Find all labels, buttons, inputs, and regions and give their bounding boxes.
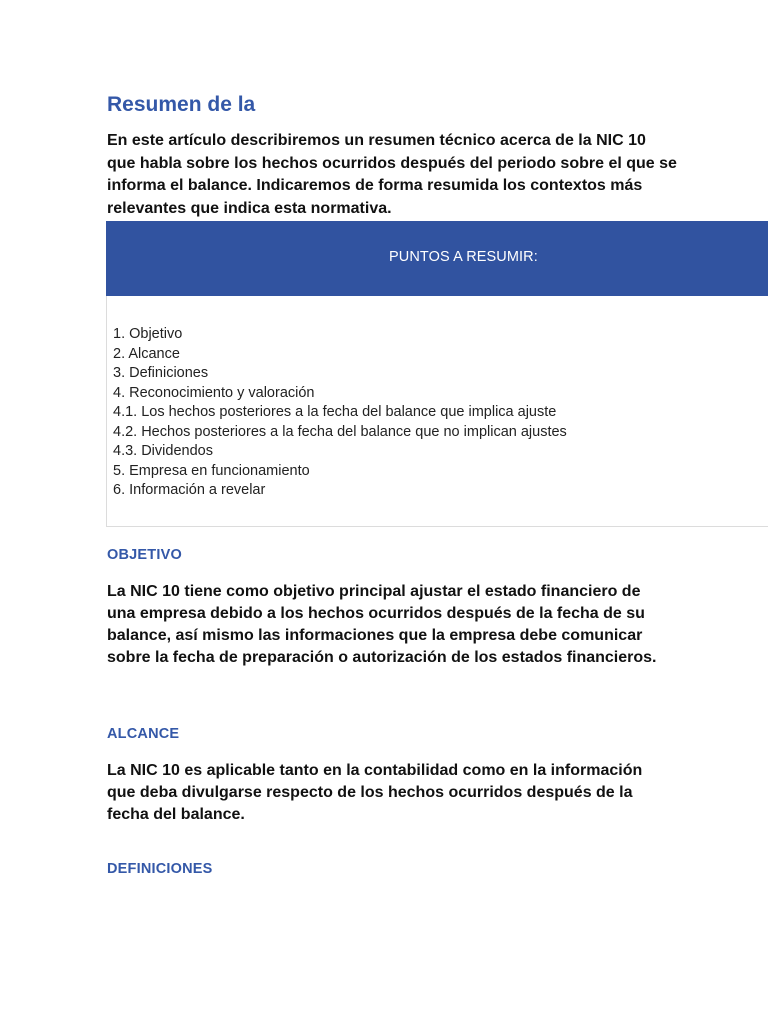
- section-text-objetivo: La NIC 10 tiene como objetivo principal ajustar el estado financiero de una empresa debido a los hechos ocurridos después de la fecha de su balance, así mismo las informaciones que la empresa debe comunicar sobre la fecha de preparación o autorización de los estados financieros.: [107, 583, 657, 666]
- summary-item-reconocimiento: 4. Reconocimiento y valoración: [113, 384, 315, 401]
- summary-item-definiciones: 3. Definiciones: [113, 365, 209, 381]
- summary-item-empresa-funcionamiento: 5. Empresa en funcionamiento: [113, 462, 310, 479]
- intro-paragraph: En este artículo describiremos un resumen técnico acerca de la NIC 10 que habla sobre los hechos ocurridos después del periodo sobre el que se informa el balance. Indicaremos de forma resumida los contextos más relevantes que indica esta normativa.: [107, 132, 677, 217]
- document-title: Resumen de la: [107, 93, 256, 116]
- section-heading-objetivo: OBJETIVO: [107, 547, 182, 563]
- section-heading-alcance: ALCANCE: [107, 726, 180, 742]
- summary-header-bar: [106, 221, 768, 296]
- summary-item-informacion-revelar: 6. Información a revelar: [113, 482, 266, 498]
- summary-list: [113, 325, 567, 501]
- summary-item-alcance: 2. Alcance: [113, 345, 180, 362]
- summary-item-hechos-no-ajuste: 4.2. Hechos posteriores a la fecha del balance que no implican ajustes: [113, 423, 567, 440]
- section-heading-definiciones: DEFINICIONES: [107, 861, 213, 877]
- section-text-alcance: La NIC 10 es aplicable tanto en la contabilidad como en la información que deba divulgarse respecto de los hechos ocurridos después de la fecha del balance.: [107, 762, 643, 823]
- summary-header-label: PUNTOS A RESUMIR:: [389, 249, 538, 265]
- summary-item-objetivo: 1. Objetivo: [113, 326, 183, 342]
- summary-item-hechos-ajuste: 4.1. Los hechos posteriores a la fecha del balance que implica ajuste: [113, 404, 557, 420]
- summary-box: [106, 221, 768, 527]
- summary-item-dividendos: 4.3. Dividendos: [113, 443, 213, 459]
